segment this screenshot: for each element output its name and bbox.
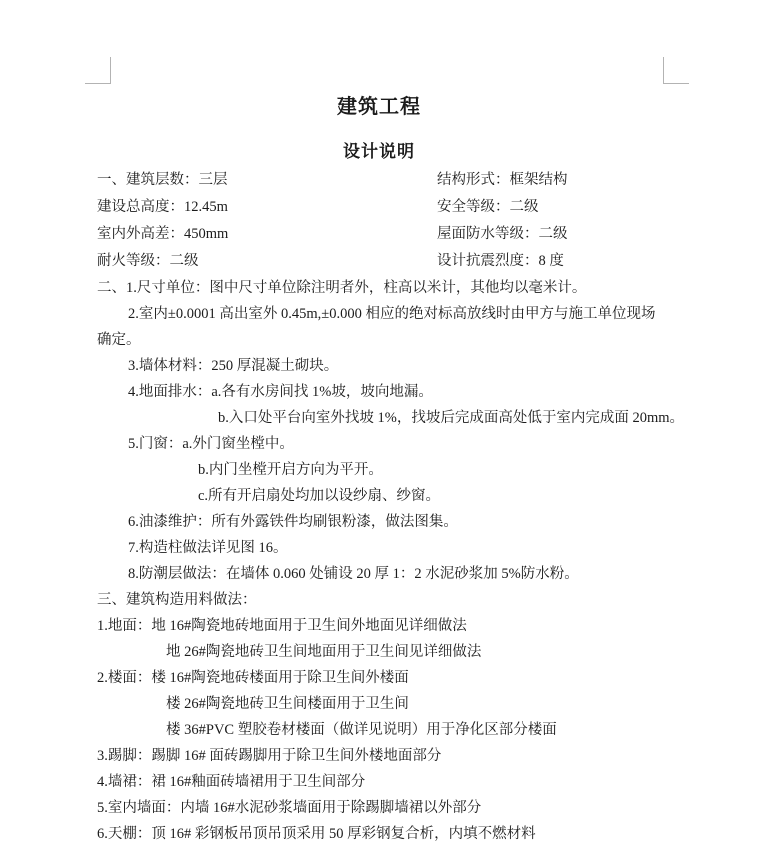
info-item-total-height: 建设总高度：12.45m bbox=[97, 199, 228, 215]
info-item-waterproof-grade: 屋面防水等级：二级 bbox=[437, 226, 568, 242]
doc-line-structural-column: 7.构造柱做法详见图 16。 bbox=[128, 540, 288, 556]
info-item-safety-grade: 安全等级：二级 bbox=[437, 199, 539, 215]
doc-line-section2-units: 二、1.尺寸单位：图中尺寸单位除注明者外，柱高以米计，其他均以毫米计。 bbox=[97, 280, 587, 296]
doc-line-floor-1: 2.楼面：楼 16#陶瓷地砖楼面用于除卫生间外楼面 bbox=[97, 670, 409, 686]
doc-line-interior-wall: 5.室内墙面：内墙 16#水泥砂浆墙面用于除踢脚墙裙以外部分 bbox=[97, 800, 482, 816]
doc-line-elevation-cont: 确定。 bbox=[97, 332, 141, 348]
document-subtitle: 设计说明 bbox=[343, 142, 415, 161]
info-item-fire-rating: 耐火等级：二级 bbox=[97, 253, 199, 269]
text-boundary-mark-top-right bbox=[663, 57, 689, 84]
doc-line-elevation: 2.室内±0.0001 高出室外 0.45m,±0.000 相应的绝对标高放线时由甲方与施工单位现场 bbox=[128, 306, 656, 322]
doc-line-ground-1: 1.地面：地 16#陶瓷地砖地面用于卫生间外地面见详细做法 bbox=[97, 618, 467, 634]
doc-line-floor-2: 楼 26#陶瓷地砖卫生间楼面用于卫生间 bbox=[166, 696, 409, 712]
doc-line-doors-windows-c: c.所有开启扇处均加以设纱扇、纱窗。 bbox=[198, 488, 441, 504]
info-item-floors: 一、建筑层数：三层 bbox=[97, 172, 228, 188]
info-item-structure-type: 结构形式：框架结构 bbox=[437, 172, 568, 188]
doc-line-section3-heading: 三、建筑构造用料做法： bbox=[97, 592, 257, 608]
doc-line-doors-windows-b: b.内门坐樘开启方向为平开。 bbox=[198, 462, 383, 478]
doc-line-drainage-b: b.入口处平台向室外找坡 1%，找坡后完成面高处低于室内完成面 20mm。 bbox=[218, 410, 685, 426]
doc-line-floor-3: 楼 36#PVC 塑胶卷材楼面（做详见说明）用于净化区部分楼面 bbox=[166, 722, 557, 738]
document-body bbox=[0, 275, 758, 841]
info-item-height-difference: 室内外高差：450mm bbox=[97, 226, 229, 242]
document-title: 建筑工程 bbox=[337, 96, 421, 118]
doc-line-drainage-a: 4.地面排水：a.各有水房间找 1%坡，坡向地漏。 bbox=[128, 384, 433, 400]
doc-line-wall-material: 3.墙体材料：250 厚混凝土砌块。 bbox=[128, 358, 339, 374]
doc-line-ceiling: 6.天棚：顶 16# 彩钢板吊顶吊顶采用 50 厚彩钢复合析，内填不燃材料 bbox=[97, 826, 536, 841]
doc-line-dado: 4.墙裙：裙 16#釉面砖墙裙用于卫生间部分 bbox=[97, 774, 366, 790]
doc-line-paint-maintenance: 6.油漆维护：所有外露铁件均刷银粉漆，做法图集。 bbox=[128, 514, 458, 530]
text-boundary-mark-top-left bbox=[85, 57, 111, 84]
doc-line-damp-proof: 8.防潮层做法：在墙体 0.060 处铺设 20 厚 1：2 水泥砂浆加 5%防水粉。 bbox=[128, 566, 579, 582]
info-item-seismic-intensity: 设计抗震烈度：8 度 bbox=[437, 253, 564, 269]
doc-line-ground-2: 地 26#陶瓷地砖卫生间地面用于卫生间见详细做法 bbox=[166, 644, 482, 660]
doc-line-skirting: 3.踢脚：踢脚 16# 面砖踢脚用于除卫生间外楼地面部分 bbox=[97, 748, 442, 764]
doc-line-doors-windows-a: 5.门窗：a.外门窗坐樘中。 bbox=[128, 436, 294, 452]
building-info-grid bbox=[97, 167, 568, 275]
